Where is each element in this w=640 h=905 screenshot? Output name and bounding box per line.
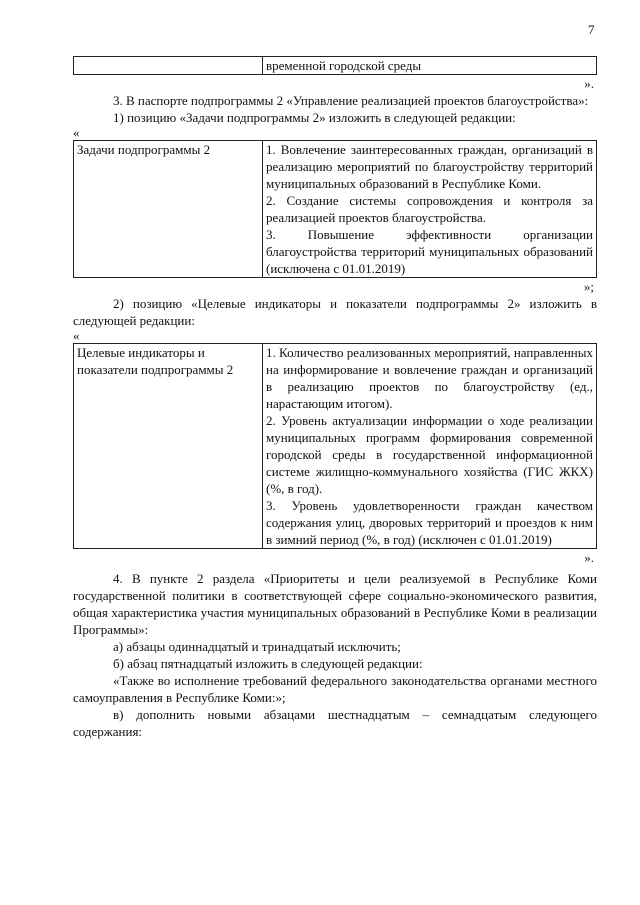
paragraph-3: 3. В паспорте подпрограммы 2 «Управление реализацией проектов благоустройства»: [113,93,589,108]
closing-quote: ». [584,76,594,91]
tasks-line-2: 2. Создание системы сопровождения и контроля за реализацией проектов благоустройства. [266,193,593,225]
quoted-paragraph: «Также во исполнение требований федерального законодательства органами местного самоуправления в Республике Коми:»; [73,673,597,705]
item-2: 2) позицию «Целевые индикаторы и показатели подпрограммы 2» изложить в следующей редакции: [73,296,597,328]
item-1: 1) позицию «Задачи подпрограммы 2» изложить в следующей редакции: [113,110,516,125]
indicators-table [73,343,597,549]
closing-quote: »; [583,279,594,294]
document-body [73,56,597,740]
tasks-content [263,141,597,278]
indicators-line-3: 3. Уровень удовлетворенности граждан качеством содержания улиц, дворовых территорий и проездов к ним в зимний период (%, в год) (исключен с 01.01.2019) [266,498,593,547]
opening-quote: « [73,125,80,140]
top-table-fragment [73,56,597,75]
top-table-cell-1 [74,57,263,75]
indicators-label: Целевые индикаторы и показатели подпрограммы 2 [74,344,263,549]
subitem-a: а) абзацы одиннадцатый и тринадцатый исключить; [113,639,401,654]
opening-quote: « [73,328,80,343]
table-row [74,141,597,278]
page-number: 7 [588,22,595,37]
indicators-content [263,344,597,549]
table-row [74,57,597,75]
tasks-line-1: 1. Вовлечение заинтересованных граждан, организаций в реализацию мероприятий по благоустройству территорий муниципальных образований в Республике Коми. [266,142,593,191]
tasks-label: Задачи подпрограммы 2 [74,141,263,278]
indicators-line-1: 1. Количество реализованных мероприятий, направленных на информирование и вовлечение граждан и организаций в реализацию проектов по благоустройству (ед., нарастающим итогом). [266,345,593,411]
subitem-b: б) абзац пятнадцатый изложить в следующей редакции: [113,656,423,671]
tasks-line-3: 3. Повышение эффективности организации благоустройства территорий муниципальных образований (исключена с 01.01.2019) [266,227,593,276]
top-table-cell-2: временной городской среды [263,57,597,75]
indicators-line-2: 2. Уровень актуализации информации о ходе реализации муниципальных программ формирования современной городской среды в государственной информационной системе жилищно-коммунального хозяйства (ГИС ЖКХ) (%, в год). [266,413,593,496]
closing-quote: ». [584,550,594,565]
tasks-table [73,140,597,278]
subitem-v: в) дополнить новыми абзацами шестнадцатым – семнадцатым следующего содержания: [73,707,597,739]
table-row [74,344,597,549]
paragraph-4: 4. В пункте 2 раздела «Приоритеты и цели реализуемой в Республике Коми государственной политики в соответствующей сфере социально-экономического развития, общая характеристика участия муниципальных образований в Республике Коми в реализации Программы»: [73,571,597,637]
